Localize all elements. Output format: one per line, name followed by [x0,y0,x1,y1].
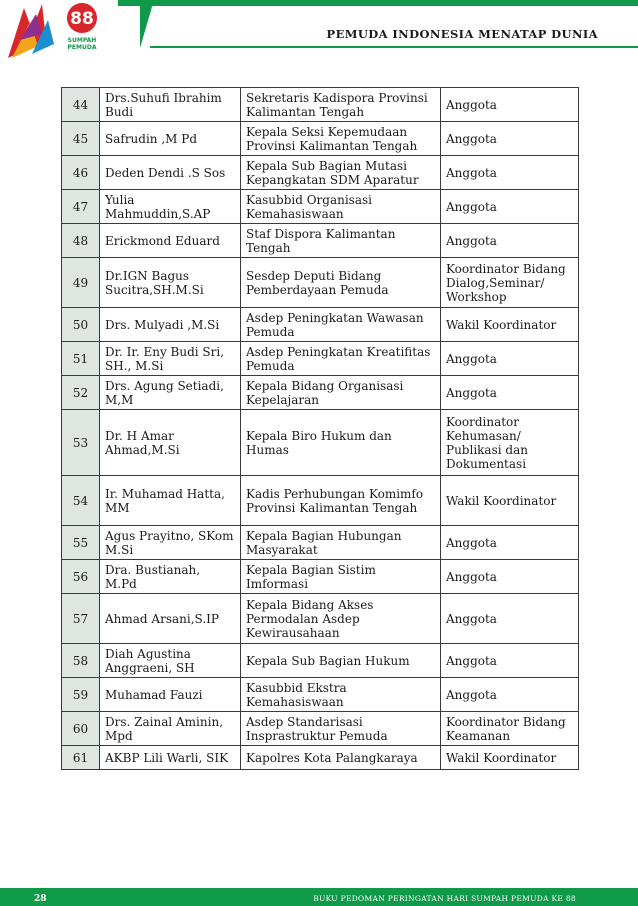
cell-position: Kepala Sub Bagian Hukum [241,644,441,678]
cell-role: Anggota [441,594,579,644]
cell-number: 58 [62,644,100,678]
cell-role: Koordinator Bidang Dialog,Seminar/ Workshop [441,258,579,308]
cell-number: 46 [62,156,100,190]
table-row [62,594,579,644]
table-row [62,678,579,712]
cell-name: Deden Dendi .S Sos [100,156,241,190]
table-row [62,560,579,594]
cell-position: Kepala Sub Bagian Mutasi Kepangkatan SDM Aparatur [241,156,441,190]
cell-name: Safrudin ,M Pd [100,122,241,156]
cell-position: Kapolres Kota Palangkaraya [241,746,441,770]
cell-number: 61 [62,746,100,770]
cell-name: Erickmond Eduard [100,224,241,258]
cell-role: Anggota [441,224,579,258]
cell-name: AKBP Lili Warli, SIK [100,746,241,770]
cell-number: 56 [62,560,100,594]
cell-number: 57 [62,594,100,644]
cell-position: Sekretaris Kadispora Provinsi Kalimantan Tengah [241,88,441,122]
cell-position: Kepala Seksi Kepemudaan Provinsi Kalimantan Tengah [241,122,441,156]
cell-name: Agus Prayitno, SKom M.Si [100,526,241,560]
table-row [62,342,579,376]
cell-role: Anggota [441,190,579,224]
cell-number: 53 [62,410,100,476]
table-row [62,376,579,410]
table-row [62,88,579,122]
header-rule [150,46,638,48]
cell-name: Drs. Mulyadi ,M.Si [100,308,241,342]
cell-position: Kepala Bagian Sistim Imformasi [241,560,441,594]
cell-number: 55 [62,526,100,560]
cell-name: Drs. Zainal Aminin, Mpd [100,712,241,746]
cell-position: Sesdep Deputi Bidang Pemberdayaan Pemuda [241,258,441,308]
table-row [62,156,579,190]
header-corner [140,0,154,48]
logo-number: 88 [70,9,94,29]
cell-number: 60 [62,712,100,746]
cell-position: Asdep Peningkatan Wawasan Pemuda [241,308,441,342]
sumpah-pemuda-logo [2,0,114,62]
cell-role: Anggota [441,644,579,678]
table-row [62,476,579,526]
cell-role: Anggota [441,678,579,712]
cell-name: Ir. Muhamad Hatta, MM [100,476,241,526]
cell-position: Kasubbid Ekstra Kemahasiswaan [241,678,441,712]
cell-name: Yulia Mahmuddin,S.AP [100,190,241,224]
table-row [62,712,579,746]
cell-position: Kepala Bagian Hubungan Masyarakat [241,526,441,560]
cell-role: Anggota [441,342,579,376]
cell-role: Anggota [441,88,579,122]
cell-role: Koordinator Bidang Keamanan [441,712,579,746]
table-row [62,258,579,308]
footer-band [0,888,638,906]
cell-name: Dr. H Amar Ahmad,M.Si [100,410,241,476]
header-band [118,0,638,6]
cell-role: Anggota [441,156,579,190]
table-row [62,308,579,342]
cell-role: Anggota [441,560,579,594]
cell-position: Kepala Bidang Organisasi Kepelajaran [241,376,441,410]
cell-name: Ahmad Arsani,S.IP [100,594,241,644]
cell-position: Kadis Perhubungan Komimfo Provinsi Kalimantan Tengah [241,476,441,526]
table-row [62,122,579,156]
cell-position: Kasubbid Organisasi Kemahasiswaan [241,190,441,224]
cell-number: 54 [62,476,100,526]
logo-graphic-icon [2,0,114,62]
cell-name: Dr. Ir. Eny Budi Sri, SH., M.Si [100,342,241,376]
cell-number: 49 [62,258,100,308]
cell-number: 50 [62,308,100,342]
logo-text-sumpah: SUMPAH [67,37,97,44]
cell-name: Dra. Bustianah, M.Pd [100,560,241,594]
cell-name: Dr.IGN Bagus Sucitra,SH.M.Si [100,258,241,308]
cell-name: Diah Agustina Anggraeni, SH [100,644,241,678]
page-number: 28 [34,894,47,904]
cell-name: Drs.Suhufi Ibrahim Budi [100,88,241,122]
table-row [62,224,579,258]
cell-name: Drs. Agung Setiadi, M,M [100,376,241,410]
cell-number: 59 [62,678,100,712]
cell-name: Muhamad Fauzi [100,678,241,712]
cell-role: Wakil Koordinator [441,476,579,526]
footer-text: BUKU PEDOMAN PERINGATAN HARI SUMPAH PEMUDA KE 88 [313,894,576,903]
header-title: PEMUDA INDONESIA MENATAP DUNIA [326,27,598,41]
cell-number: 51 [62,342,100,376]
cell-position: Asdep Peningkatan Kreatifitas Pemuda [241,342,441,376]
cell-position: Asdep Standarisasi Insprastruktur Pemuda [241,712,441,746]
table-row [62,526,579,560]
cell-role: Koordinator Kehumasan/ Publikasi dan Dokumentasi [441,410,579,476]
cell-number: 52 [62,376,100,410]
cell-number: 45 [62,122,100,156]
members-table-body [62,88,579,770]
members-table [61,87,579,770]
cell-position: Kepala Biro Hukum dan Humas [241,410,441,476]
cell-role: Anggota [441,526,579,560]
table-row [62,410,579,476]
cell-role: Wakil Koordinator [441,308,579,342]
cell-number: 48 [62,224,100,258]
cell-position: Staf Dispora Kalimantan Tengah [241,224,441,258]
logo-text-pemuda: PEMUDA [67,44,97,51]
cell-position: Kepala Bidang Akses Permodalan Asdep Kewirausahaan [241,594,441,644]
cell-role: Anggota [441,122,579,156]
table-row [62,644,579,678]
table-row [62,746,579,770]
table-row [62,190,579,224]
cell-role: Anggota [441,376,579,410]
cell-number: 44 [62,88,100,122]
cell-number: 47 [62,190,100,224]
cell-role: Wakil Koordinator [441,746,579,770]
